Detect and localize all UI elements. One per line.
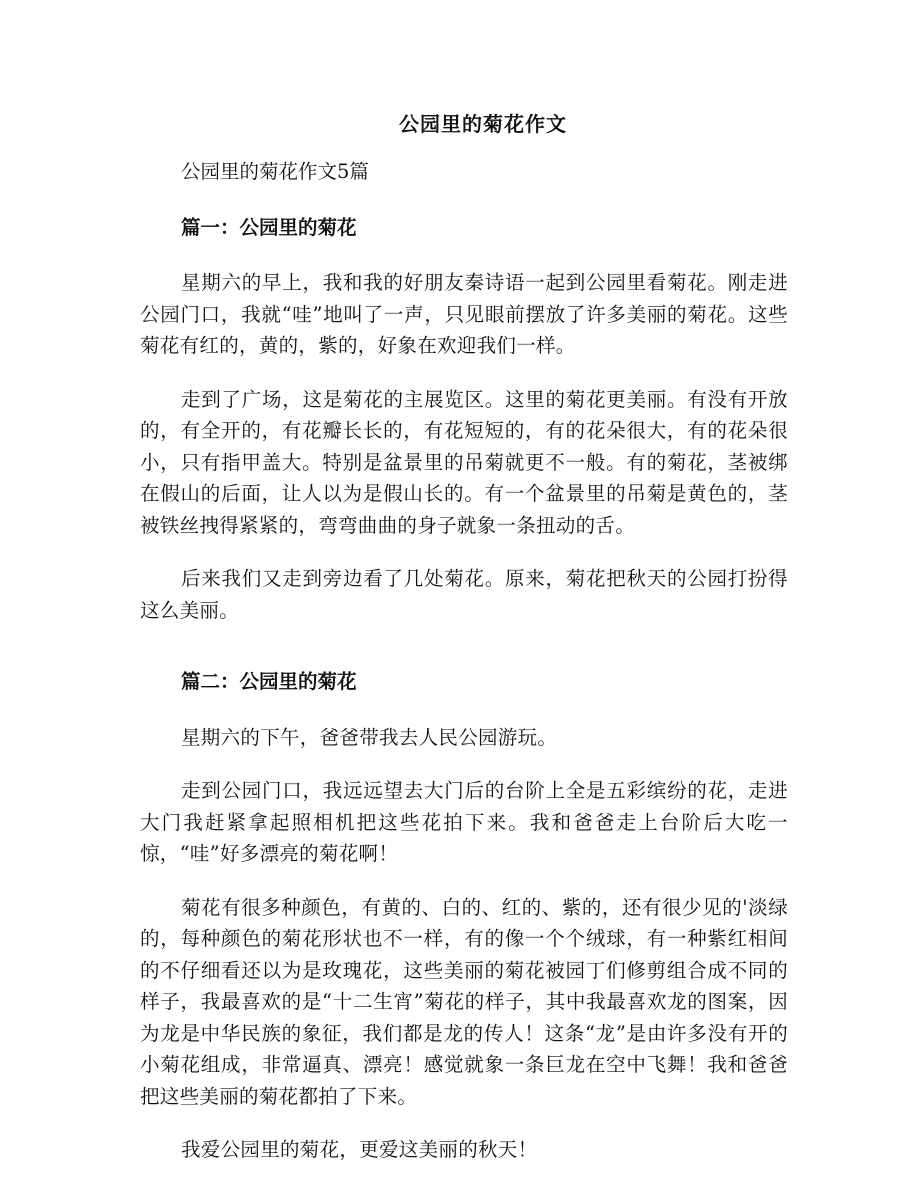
- document-subtitle: 公园里的菊花作文5篇: [181, 160, 369, 183]
- document-body: [140, 156, 788, 1166]
- section-1-paragraph-2: 走到了广场，这是菊花的主展览区。这里的菊花更美丽。有没有开放的，有全开的，有花瓣长长的，有花短短的，有的花朵很大，有的花朵很小，只有指甲盖大。特别是盆景里的吊菊就更不一般。有的菊花，茎被绑在假山的后面，让人以为是假山长的。有一个盆景里的吊菊是黄色的，茎被铁丝拽得紧紧的，弯弯曲曲的身子就象一条扭动的舌。: [140, 387, 788, 537]
- section-2-paragraph-2: 走到公园门口，我远远望去大门后的台阶上全是五彩缤纷的花，走进大门我赶紧拿起照相机把这些花拍下来。我和爸爸走上台阶后大吃一惊，“哇”好多漂亮的菊花啊！: [140, 779, 788, 865]
- document-title: 公园里的菊花作文: [399, 112, 567, 136]
- section-1-paragraph-3: 后来我们又走到旁边看了几处菊花。原来，菊花把秋天的公园打扮得这么美丽。: [140, 567, 788, 622]
- section-heading-2: 篇二：公园里的菊花: [181, 670, 357, 693]
- section-1-paragraph-1: 星期六的早上，我和我的好朋友秦诗语一起到公园里看菊花。刚走进公园门口，我就“哇”地叫了一声，只见眼前摆放了许多美丽的菊花。这些菊花有红的，黄的，紫的，好象在欢迎我们一样。: [140, 271, 788, 357]
- section-heading-1: 篇一：公园里的菊花: [181, 215, 357, 239]
- section-2-paragraph-3: 菊花有很多种颜色，有黄的、白的、红的、紫的，还有很少见的'淡绿的，每种颜色的菊花形状也不一样，有的像一个个绒球，有一种紫红相间的不仔细看还以为是玫瑰花，这些美丽的菊花被园丁们修剪组合成不同的样子，我最喜欢的是“十二生宵”菊花的样子，其中我最喜欢龙的图案，因为龙是中华民族的象征，我们都是龙的传人！这条“龙”是由许多没有开的小菊花组成，非常逼真、漂亮！感觉就象一条巨龙在空中飞舞！我和爸爸把这些美丽的菊花都拍了下来。: [140, 895, 788, 1108]
- section-2-paragraph-4: 我爱公园里的菊花，更爱这美丽的秋天！: [181, 1138, 538, 1161]
- section-2-paragraph-1: 星期六的下午，爸爸带我去人民公园游玩。: [181, 725, 558, 749]
